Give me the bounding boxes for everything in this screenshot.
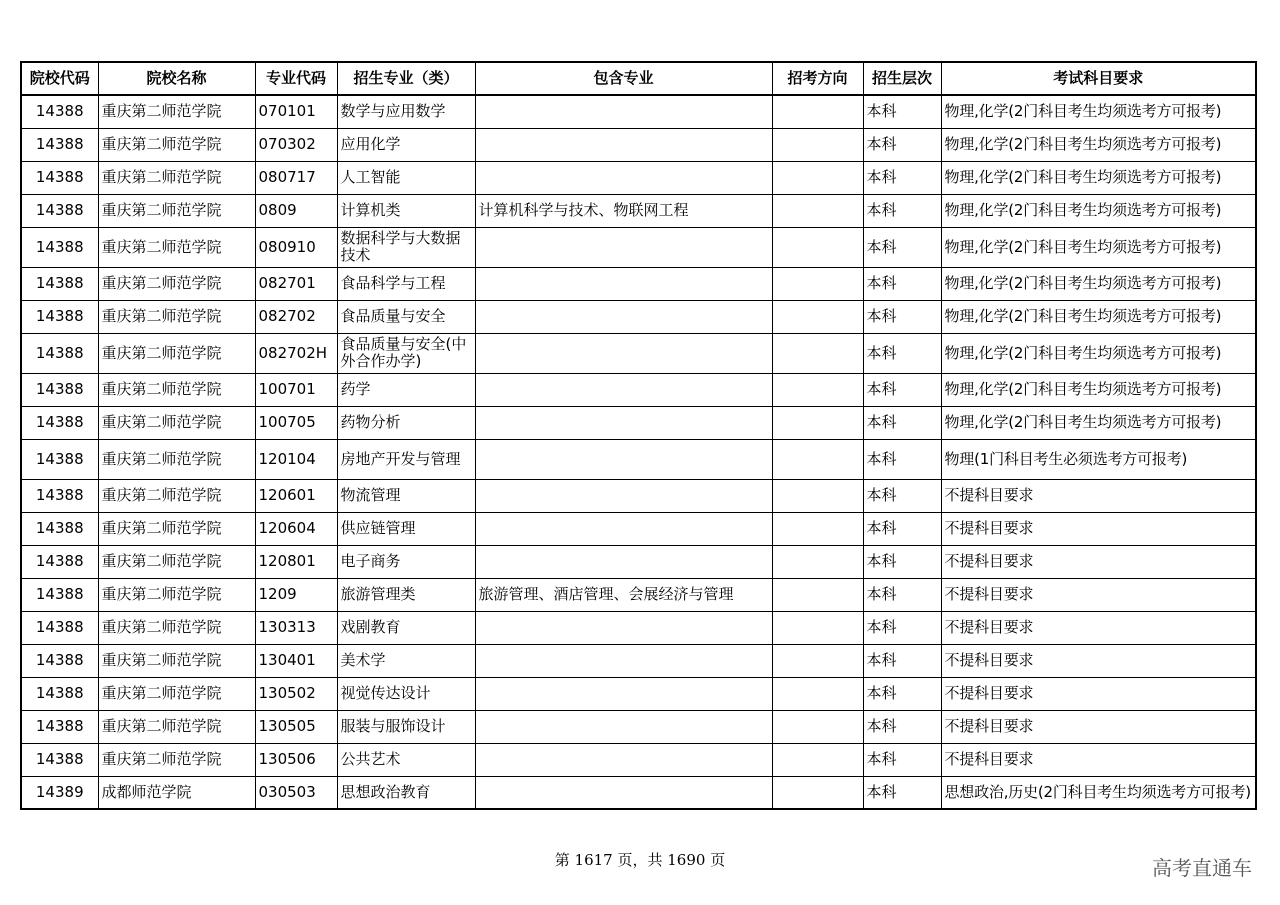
major-code-cell: 082701 [255,267,337,300]
school-code-cell: 14388 [21,677,98,710]
requirement-cell: 物理,化学(2门科目考生均须选考方可报考) [941,373,1256,406]
school-name-cell: 重庆第二师范学院 [98,545,255,578]
direction-cell [772,644,863,677]
school-name-cell: 重庆第二师范学院 [98,128,255,161]
major-code-cell: 080910 [255,227,337,267]
includes-cell [475,128,772,161]
level-cell: 本科 [863,611,941,644]
header-includes: 包含专业 [475,62,772,95]
major-cell: 思想政治教育 [337,776,475,809]
direction-cell [772,439,863,479]
header-school-code: 院校代码 [21,62,98,95]
school-name-cell: 重庆第二师范学院 [98,95,255,128]
level-cell: 本科 [863,227,941,267]
direction-cell [772,611,863,644]
table-row [21,300,1256,333]
direction-cell [772,161,863,194]
major-code-cell: 070302 [255,128,337,161]
major-code-cell: 082702H [255,333,337,373]
watermark-logo: 高考直通车 [1152,856,1252,880]
requirement-cell: 不提科目要求 [941,743,1256,776]
requirement-cell: 物理,化学(2门科目考生均须选考方可报考) [941,194,1256,227]
header-school-name: 院校名称 [98,62,255,95]
school-name-cell: 重庆第二师范学院 [98,194,255,227]
direction-cell [772,710,863,743]
requirement-cell: 物理,化学(2门科目考生均须选考方可报考) [941,300,1256,333]
school-name-cell: 重庆第二师范学院 [98,267,255,300]
header-level: 招生层次 [863,62,941,95]
school-code-cell: 14388 [21,512,98,545]
includes-cell [475,161,772,194]
school-code-cell: 14388 [21,161,98,194]
header-requirement: 考试科目要求 [941,62,1256,95]
school-name-cell: 重庆第二师范学院 [98,333,255,373]
table-row [21,644,1256,677]
major-cell: 食品科学与工程 [337,267,475,300]
level-cell: 本科 [863,479,941,512]
table-row [21,267,1256,300]
table-row [21,439,1256,479]
level-cell: 本科 [863,677,941,710]
level-cell: 本科 [863,743,941,776]
includes-cell [475,300,772,333]
table-row [21,611,1256,644]
level-cell: 本科 [863,406,941,439]
level-cell: 本科 [863,300,941,333]
school-name-cell: 重庆第二师范学院 [98,611,255,644]
direction-cell [772,333,863,373]
direction-cell [772,300,863,333]
school-code-cell: 14388 [21,128,98,161]
includes-cell [475,677,772,710]
level-cell: 本科 [863,710,941,743]
includes-cell [475,644,772,677]
direction-cell [772,194,863,227]
level-cell: 本科 [863,578,941,611]
school-code-cell: 14388 [21,479,98,512]
school-name-cell: 重庆第二师范学院 [98,161,255,194]
header-direction: 招考方向 [772,62,863,95]
requirement-cell: 不提科目要求 [941,677,1256,710]
table-row [21,406,1256,439]
includes-cell [475,743,772,776]
direction-cell [772,267,863,300]
major-code-cell: 080717 [255,161,337,194]
major-code-cell: 0809 [255,194,337,227]
level-cell: 本科 [863,267,941,300]
header-row [21,62,1256,95]
major-cell: 应用化学 [337,128,475,161]
level-cell: 本科 [863,512,941,545]
requirement-cell: 不提科目要求 [941,611,1256,644]
major-cell: 服装与服饰设计 [337,710,475,743]
includes-cell [475,545,772,578]
requirement-cell: 物理,化学(2门科目考生均须选考方可报考) [941,95,1256,128]
includes-cell [475,267,772,300]
major-code-cell: 130502 [255,677,337,710]
major-code-cell: 1209 [255,578,337,611]
school-code-cell: 14388 [21,333,98,373]
includes-cell [475,333,772,373]
direction-cell [772,227,863,267]
major-code-cell: 130313 [255,611,337,644]
page-number: 第 1617 页，共 1690 页 [554,851,726,869]
includes-cell [475,710,772,743]
major-code-cell: 100705 [255,406,337,439]
admissions-table [20,61,1257,810]
requirement-cell: 不提科目要求 [941,644,1256,677]
school-name-cell: 重庆第二师范学院 [98,644,255,677]
table-row [21,743,1256,776]
direction-cell [772,743,863,776]
level-cell: 本科 [863,545,941,578]
direction-cell [772,128,863,161]
requirement-cell: 物理(1门科目考生必须选考方可报考) [941,439,1256,479]
major-code-cell: 130401 [255,644,337,677]
level-cell: 本科 [863,373,941,406]
school-code-cell: 14388 [21,611,98,644]
direction-cell [772,677,863,710]
school-name-cell: 成都师范学院 [98,776,255,809]
major-cell: 数据科学与大数据技术 [337,227,475,267]
includes-cell [475,406,772,439]
requirement-cell: 不提科目要求 [941,545,1256,578]
level-cell: 本科 [863,644,941,677]
requirement-cell: 物理,化学(2门科目考生均须选考方可报考) [941,267,1256,300]
requirement-cell: 物理,化学(2门科目考生均须选考方可报考) [941,128,1256,161]
school-code-cell: 14388 [21,406,98,439]
header-major-code: 专业代码 [255,62,337,95]
major-cell: 数学与应用数学 [337,95,475,128]
major-code-cell: 120604 [255,512,337,545]
major-cell: 药物分析 [337,406,475,439]
requirement-cell: 不提科目要求 [941,512,1256,545]
requirement-cell: 思想政治,历史(2门科目考生均须选考方可报考) [941,776,1256,809]
major-cell: 视觉传达设计 [337,677,475,710]
school-name-cell: 重庆第二师范学院 [98,512,255,545]
major-code-cell: 130505 [255,710,337,743]
major-cell: 人工智能 [337,161,475,194]
school-name-cell: 重庆第二师范学院 [98,578,255,611]
school-code-cell: 14388 [21,267,98,300]
school-code-cell: 14388 [21,439,98,479]
table-row [21,161,1256,194]
level-cell: 本科 [863,161,941,194]
table-row [21,194,1256,227]
school-code-cell: 14388 [21,373,98,406]
includes-cell [475,373,772,406]
major-cell: 房地产开发与管理 [337,439,475,479]
major-cell: 药学 [337,373,475,406]
includes-cell [475,776,772,809]
header-major: 招生专业（类） [337,62,475,95]
level-cell: 本科 [863,194,941,227]
requirement-cell: 不提科目要求 [941,578,1256,611]
major-cell: 旅游管理类 [337,578,475,611]
direction-cell [772,512,863,545]
level-cell: 本科 [863,333,941,373]
school-name-cell: 重庆第二师范学院 [98,406,255,439]
school-code-cell: 14388 [21,743,98,776]
direction-cell [772,95,863,128]
school-name-cell: 重庆第二师范学院 [98,300,255,333]
school-code-cell: 14388 [21,95,98,128]
school-name-cell: 重庆第二师范学院 [98,710,255,743]
table-row [21,677,1256,710]
table-row [21,333,1256,373]
major-code-cell: 120104 [255,439,337,479]
table-row [21,512,1256,545]
school-name-cell: 重庆第二师范学院 [98,479,255,512]
requirement-cell: 物理,化学(2门科目考生均须选考方可报考) [941,406,1256,439]
major-cell: 食品质量与安全 [337,300,475,333]
level-cell: 本科 [863,95,941,128]
major-cell: 计算机类 [337,194,475,227]
school-code-cell: 14388 [21,227,98,267]
school-name-cell: 重庆第二师范学院 [98,677,255,710]
school-code-cell: 14388 [21,194,98,227]
school-name-cell: 重庆第二师范学院 [98,743,255,776]
includes-cell [475,227,772,267]
includes-cell [475,512,772,545]
includes-cell [475,479,772,512]
direction-cell [772,545,863,578]
includes-cell [475,611,772,644]
requirement-cell: 不提科目要求 [941,710,1256,743]
includes-cell [475,439,772,479]
direction-cell [772,578,863,611]
major-cell: 供应链管理 [337,512,475,545]
table-row [21,776,1256,809]
table-row [21,545,1256,578]
major-cell: 美术学 [337,644,475,677]
requirement-cell: 物理,化学(2门科目考生均须选考方可报考) [941,333,1256,373]
major-code-cell: 030503 [255,776,337,809]
requirement-cell: 物理,化学(2门科目考生均须选考方可报考) [941,161,1256,194]
table-row [21,373,1256,406]
table-row [21,95,1256,128]
school-code-cell: 14388 [21,710,98,743]
major-code-cell: 082702 [255,300,337,333]
major-cell: 食品质量与安全(中外合作办学) [337,333,475,373]
major-code-cell: 120601 [255,479,337,512]
includes-cell: 计算机科学与技术、物联网工程 [475,194,772,227]
includes-cell [475,95,772,128]
school-code-cell: 14389 [21,776,98,809]
school-code-cell: 14388 [21,578,98,611]
table-row [21,710,1256,743]
table-row [21,128,1256,161]
school-name-cell: 重庆第二师范学院 [98,373,255,406]
school-name-cell: 重庆第二师范学院 [98,439,255,479]
school-name-cell: 重庆第二师范学院 [98,227,255,267]
major-cell: 物流管理 [337,479,475,512]
direction-cell [772,406,863,439]
table-row [21,479,1256,512]
school-code-cell: 14388 [21,300,98,333]
level-cell: 本科 [863,128,941,161]
includes-cell: 旅游管理、酒店管理、会展经济与管理 [475,578,772,611]
table-row [21,578,1256,611]
major-code-cell: 120801 [255,545,337,578]
major-cell: 戏剧教育 [337,611,475,644]
school-code-cell: 14388 [21,644,98,677]
requirement-cell: 不提科目要求 [941,479,1256,512]
major-code-cell: 130506 [255,743,337,776]
major-cell: 公共艺术 [337,743,475,776]
major-code-cell: 070101 [255,95,337,128]
direction-cell [772,479,863,512]
level-cell: 本科 [863,439,941,479]
major-cell: 电子商务 [337,545,475,578]
direction-cell [772,373,863,406]
requirement-cell: 物理,化学(2门科目考生均须选考方可报考) [941,227,1256,267]
level-cell: 本科 [863,776,941,809]
table-row [21,227,1256,267]
school-code-cell: 14388 [21,545,98,578]
direction-cell [772,776,863,809]
major-code-cell: 100701 [255,373,337,406]
